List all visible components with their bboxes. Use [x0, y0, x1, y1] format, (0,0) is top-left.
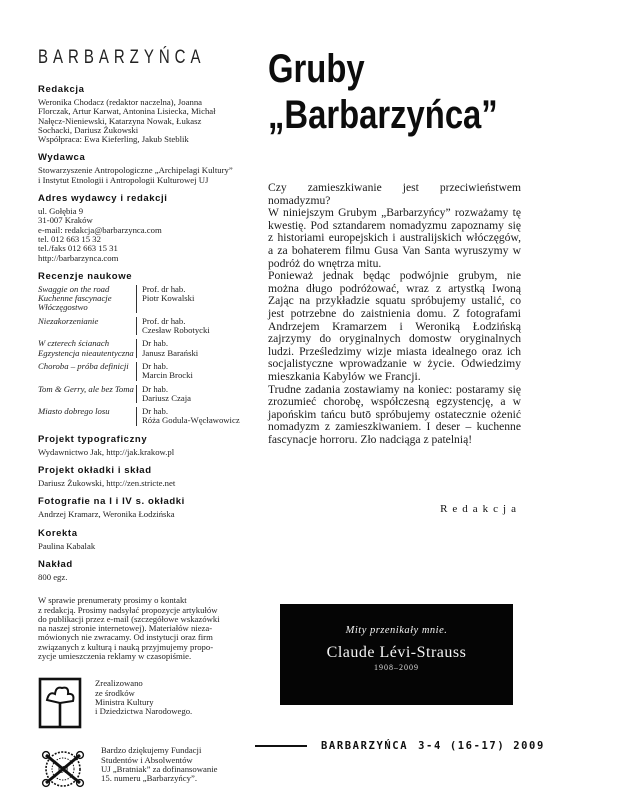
review-title-line: Choroba – próba definicji	[38, 360, 129, 371]
footer-journal-name: BARBARZYŃCA	[321, 740, 409, 752]
section-line: Andrzej Kramarz, Weronika Łodzińska	[38, 509, 175, 520]
editorial-column	[268, 46, 521, 446]
subscription-note	[38, 596, 252, 661]
reviewer-line: Janusz Barański	[142, 347, 199, 358]
review-titles	[38, 385, 136, 404]
review-titles	[38, 285, 136, 313]
levi-strauss-memorial-box	[280, 604, 513, 705]
review-title-line: Niezakorzenianie	[38, 315, 99, 326]
memorial-name: Claude Lévi-Strauss	[326, 644, 467, 661]
reviewer-line: Marcin Brocki	[142, 370, 193, 381]
section-line: ul. Gołębia 9	[38, 206, 84, 217]
colophon-section	[38, 271, 252, 426]
review-titles	[38, 339, 136, 358]
text-line: Studentów i Absolwentów	[101, 754, 193, 765]
editorial-paragraph: Czy zamieszkiwanie jest przeciwieństwem nomadyzmu?	[268, 181, 521, 207]
section-line: tel./faks 012 663 15 31	[38, 243, 118, 254]
review-title-line: Swaggie on the road	[38, 283, 110, 294]
review-reviewer	[136, 285, 194, 313]
section-heading: Redakcja	[38, 84, 85, 95]
section-line: Dariusz Żukowski, http://zen.stricte.net	[38, 478, 176, 489]
section-line: Wydawnictwo Jak, http://jak.krakow.pl	[38, 446, 175, 457]
review-row	[38, 362, 252, 381]
review-title-line: Egzystencja nieautentyczna	[38, 347, 134, 358]
ministry-logo-icon	[38, 677, 82, 734]
review-reviewer	[136, 317, 210, 336]
bratniak-logo-icon	[38, 744, 88, 799]
editorial-paragraph: Ponieważ jednak będąc podwójnie grubym, nie można długo podróżować, wraz z artystką Iwoną Zając na przykładzie squatu spróbujemy ustalić, co jest potrzebne do zaistnienia domu. Z fotografami Andrzejem Kramarzem i Weroniką Łodzińską zajrzymy do oryginalnych domostw oryginalnych ludzi. Prześledzimy wizje miasta idealnego oraz ich socjalistyczne wprowadzanie w życie. Odwiedzimy mieszkania Kabylów we Francji.	[268, 269, 521, 383]
section-line: 31-007 Kraków	[38, 215, 93, 226]
editorial-signature: Redakcja	[440, 503, 521, 515]
issue-footer	[255, 740, 545, 752]
review-reviewer	[136, 385, 191, 404]
text-line: do publikacji przez e-mail (szczegółowe wskazówki	[38, 613, 220, 624]
colophon-section	[38, 496, 252, 519]
text-line: zycje umieszczenia reklamy w czasopiśmie.	[38, 650, 192, 661]
footer-rule	[255, 745, 307, 747]
section-line: 800 egz.	[38, 571, 68, 582]
review-titles	[38, 317, 136, 336]
review-title-line: Kuchenne fascynacje	[38, 293, 112, 304]
review-row	[38, 285, 252, 313]
left-sections	[38, 84, 252, 582]
bratniak-credit	[38, 744, 252, 799]
review-row	[38, 407, 252, 426]
editorial-paragraph: Trudne zadania zostawiamy na koniec: postaramy się zrozumieć chorobę, współczesną egzystencję, a w japońskim tańcu butō spróbujemy ostatecznie ożenić nomadyzm z zamieszkiwaniem. I deser – kuchenne fascynacje horroru. Zło nadciąga z patelnią!	[268, 382, 521, 446]
section-heading: Korekta	[38, 527, 78, 539]
section-line: Stowarzyszenie Antropologiczne „Archipelagi Kultury”	[38, 165, 233, 176]
text-line: i Dziedzictwa Narodowego.	[95, 706, 193, 717]
text-line: 15. numeru „Barbarzyńcy”.	[101, 773, 198, 784]
text-line: na naszej stronie internetowej). Materiałów nieza-	[38, 623, 213, 634]
text-line: Ministra Kultury	[95, 696, 154, 707]
colophon-column	[38, 84, 252, 800]
colophon-section	[38, 465, 252, 488]
section-line: Nałęcz-Nieniewski, Katarzyna Nowak, Łukasz	[38, 115, 202, 126]
reviewer-line: Dr hab.	[142, 338, 169, 349]
review-row	[38, 385, 252, 404]
magazine-logo: BARBARZYŃCA	[38, 46, 206, 69]
bratniak-credit-text	[101, 744, 218, 783]
text-line: z redakcją. Prosimy nadsyłać propozycje artykułów	[38, 604, 218, 615]
section-line: Sochacki, Dariusz Żukowski	[38, 124, 139, 135]
section-line: tel. 012 663 15 32	[38, 233, 101, 244]
text-line: Gruby	[268, 47, 365, 91]
editorial-text	[268, 182, 521, 446]
text-line: UJ „Bratniak” za dofinansowanie	[101, 763, 218, 774]
reviewer-line: Dr hab.	[142, 383, 169, 394]
reviewer-line: Dariusz Czaja	[142, 392, 191, 403]
section-line: http://barbarzynca.com	[38, 252, 119, 263]
reviewer-line: Róża Godula-Węcławowicz	[142, 415, 240, 426]
svg-text:UJ: UJ	[57, 765, 69, 777]
reviewer-line: Czesław Robotycki	[142, 325, 210, 336]
text-line: mówionych nie zwracamy. Od instytucji oraz firm	[38, 632, 213, 643]
memorial-quote: Mity przenikały mnie.	[345, 625, 448, 636]
section-heading: Recenzje naukowe	[38, 270, 133, 282]
review-title-line: Włóczęgostwo	[38, 302, 88, 313]
memorial-years: 1908–2009	[374, 663, 419, 672]
review-row	[38, 339, 252, 358]
colophon-section	[38, 152, 252, 185]
ministry-credit	[38, 677, 252, 734]
text-line: ze środków	[95, 687, 135, 698]
section-heading: Adres wydawcy i redakcji	[38, 193, 168, 205]
section-heading: Projekt okładki i skład	[38, 465, 152, 477]
section-heading: Nakład	[38, 558, 73, 570]
colophon-section	[38, 559, 252, 582]
review-titles	[38, 407, 136, 426]
section-line: Paulina Kabalak	[38, 540, 96, 551]
text-line: „Barbarzyńca”	[268, 93, 498, 137]
section-line: Florczak, Artur Karwat, Antonina Lisiecka, Michał	[38, 106, 216, 117]
reviewer-line: Dr hab.	[142, 360, 169, 371]
reviewer-line: Dr hab.	[142, 406, 169, 417]
review-titles	[38, 362, 136, 381]
editorial-paragraph: W niniejszym Grubym „Barbarzyńcy” rozważamy tę kwestię. Pod sztandarem nomadyzmu zapoznamy się z historiami europejskich i australijskich włóczęgów, a za bohaterem filmu Gusa Van Santa wyruszymy w podróż do wnętrza mitu.	[268, 206, 521, 270]
footer-issue-number: 3-4 (16-17) 2009	[418, 740, 545, 752]
reviewer-line: Prof. dr hab.	[142, 315, 186, 326]
colophon-section	[38, 193, 252, 263]
text-line: związanych z kulturą i nauką przyjmujemy propo-	[38, 641, 214, 652]
review-title-line: Miasto dobrego losu	[38, 406, 110, 417]
review-reviewer	[136, 407, 240, 426]
section-line: e-mail: redakcja@barbarzynca.com	[38, 224, 162, 235]
section-heading: Fotografie na I i IV s. okładki	[38, 496, 185, 508]
credits-block	[38, 677, 252, 799]
review-reviewer	[136, 339, 198, 358]
text-line: Zrealizowano	[95, 678, 143, 689]
review-title-line: W czterech ścianach	[38, 338, 110, 349]
section-line: Współpraca: Ewa Kieferling, Jakub Steblik	[38, 134, 189, 145]
section-line: i Instytut Etnologii i Antropologii Kulturowej UJ	[38, 174, 209, 185]
colophon-section	[38, 528, 252, 551]
ministry-credit-text	[95, 677, 192, 716]
article-title	[268, 46, 521, 138]
section-heading: Wydawca	[38, 152, 86, 164]
section-line: Weronika Chodacz (redaktor naczelna), Joanna	[38, 97, 203, 107]
reviewer-line: Prof. dr hab.	[142, 283, 186, 294]
review-row	[38, 317, 252, 336]
text-line: Bardzo dziękujemy Fundacji	[101, 745, 202, 756]
section-heading: Projekt typograficzny	[38, 433, 148, 445]
text-line: W sprawie prenumeraty prosimy o kontakt	[38, 595, 187, 606]
colophon-section	[38, 84, 252, 144]
colophon-section	[38, 434, 252, 457]
reviewer-line: Piotr Kowalski	[142, 293, 195, 304]
footer-issue-line	[321, 740, 545, 752]
review-reviewer	[136, 362, 193, 381]
review-title-line: Tom & Gerry, ale bez Toma	[38, 383, 134, 394]
